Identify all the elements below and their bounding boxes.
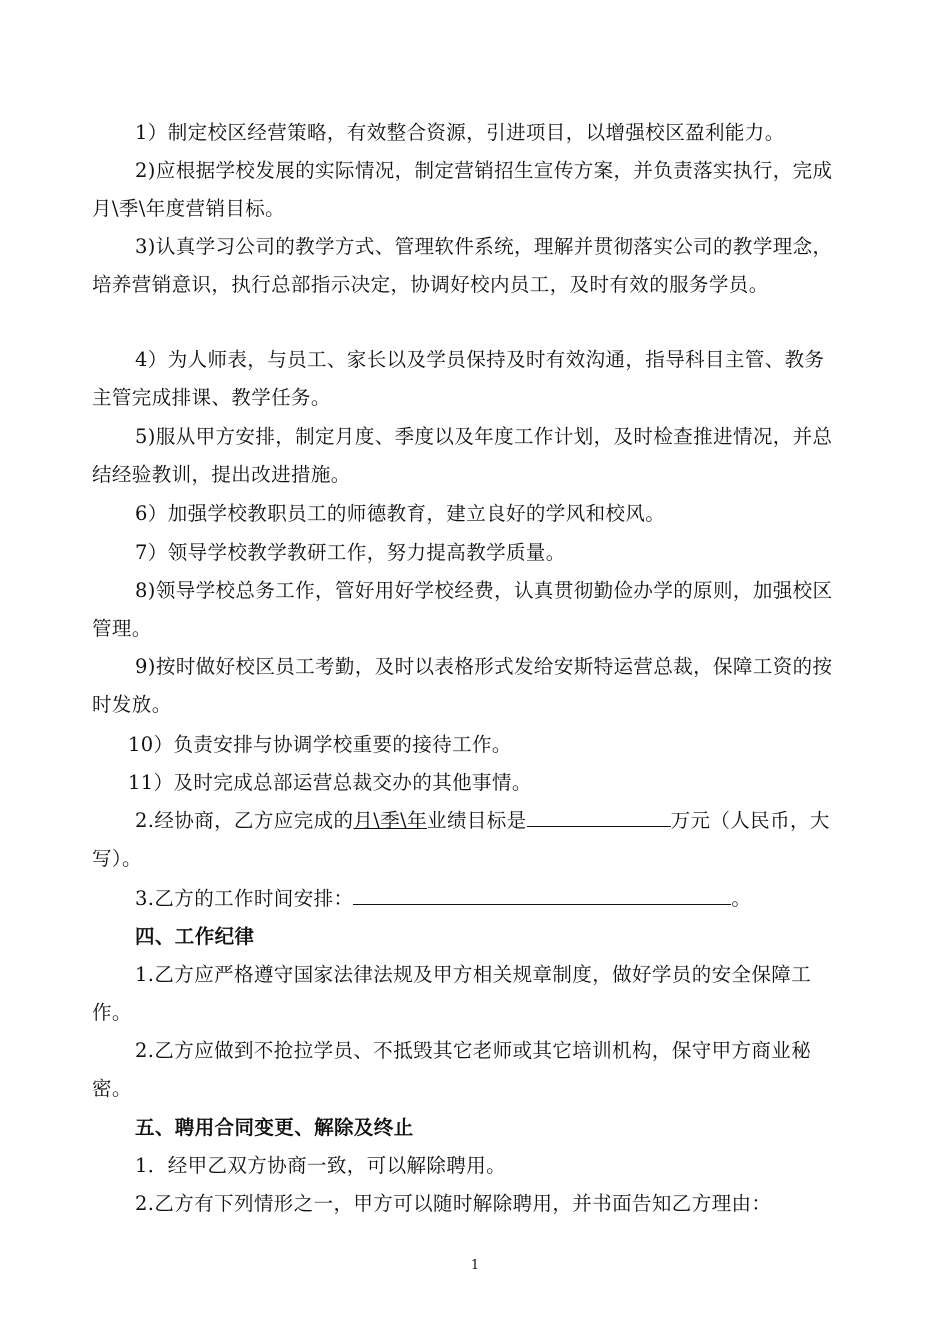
duty-item-7: 7）领导学校教学教研工作，努力提高教学质量。 (135, 541, 566, 564)
period-options: 月\季\年 (353, 809, 428, 832)
discipline-item-1: 1.乙方应严格遵守国家法律法规及甲方相关规章制度，做好学员的安全保障工作。 (92, 963, 812, 1024)
work-time-suffix: 。 (731, 887, 752, 910)
target-clause-suffix: 万元（人民币，大写）。 (92, 809, 830, 870)
termination-item-1: 1．经甲乙双方协商一致，可以解除聘用。 (135, 1154, 507, 1177)
section-heading-termination: 五、聘用合同变更、解除及终止 (135, 1116, 414, 1139)
work-time-clause (92, 880, 838, 918)
duty-item-5: 5)服从甲方安排，制定月度、季度以及年度工作计划，及时检查推进情况，并总结经验教训，提出改进措施。 (92, 425, 833, 486)
section-heading-discipline: 四、工作纪律 (135, 925, 255, 948)
work-time-prefix: 3.乙方的工作时间安排： (135, 887, 354, 910)
discipline-item-2: 2.乙方应做到不抢拉学员、不抵毁其它老师或其它培训机构，保守甲方商业秘密。 (92, 1039, 812, 1100)
duty-item-11: 11）及时完成总部运营总裁交办的其他事情。 (128, 771, 532, 794)
duty-item-8: 8)领导学校总务工作，管好用好学校经费，认真贯彻勤俭办学的原则，加强校区管理。 (92, 579, 833, 640)
duty-item-9: 9)按时做好校区员工考勤，及时以表格形式发给安斯特运营总裁，保障工资的按时发放。 (92, 655, 833, 716)
duty-item-2: 2)应根据学校发展的实际情况，制定营销招生宣传方案，并负责落实执行，完成月\季\年度营销目标。 (92, 159, 833, 220)
performance-target-clause (92, 802, 838, 877)
duty-item-1: 1）制定校区经营策略，有效整合资源，引进项目，以增强校区盈利能力。 (135, 121, 785, 144)
duty-item-10: 10）负责安排与协调学校重要的接待工作。 (128, 733, 512, 756)
duty-item-3: 3)认真学习公司的教学方式、管理软件系统，理解并贯彻落实公司的教学理念，培养营销意识，执行总部指示决定，协调好校内员工，及时有效的服务学员。 (92, 235, 833, 296)
target-amount-blank (527, 807, 671, 828)
target-clause-prefix: 2.经协商，乙方应完成的 (135, 809, 354, 832)
termination-item-2: 2.乙方有下列情形之一，甲方可以随时解除聘用，并书面告知乙方理由： (135, 1192, 772, 1215)
page-number: 1 (470, 1258, 480, 1273)
duty-item-4: 4）为人师表，与员工、家长以及学员保持及时有效沟通，指导科目主管、教务主管完成排课、教学任务。 (92, 348, 825, 409)
target-clause-mid: 业绩目标是 (427, 809, 527, 832)
work-time-blank (353, 885, 731, 906)
duty-item-6: 6）加强学校教职员工的师德教育，建立良好的学风和校风。 (135, 502, 666, 525)
